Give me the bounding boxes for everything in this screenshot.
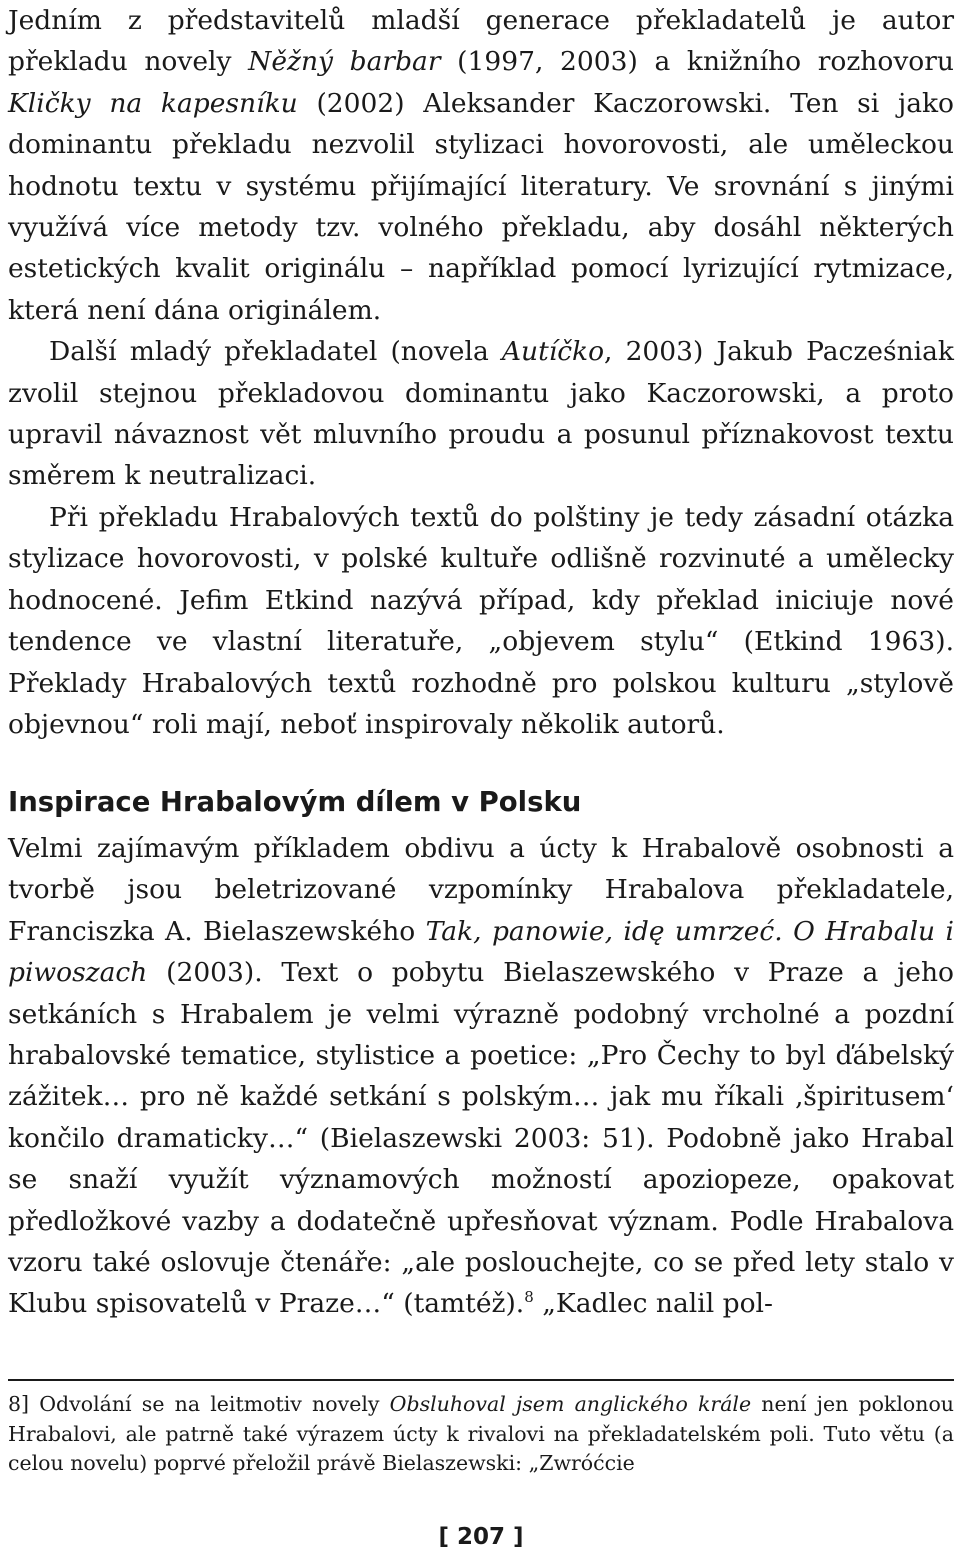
footnote-marker: 8] <box>8 1392 30 1416</box>
footnote-divider <box>8 1379 954 1381</box>
text-run: (2003). Text o pobytu Bielaszewského v Praze a jeho setkáních s Hrabalem je velmi výrazně podobný vrcholné a pozdní hrabalovské tematice, stylistice a poetice: „Pro Čechy to byl ďábelský zážitek… pro ně každé setkání s polským… jak mu říkali ‚špiritusem‘ končilo dramaticky…“ (Bielaszewski 2003: 51). Podobně jako Hrabal se snaží využít významových možností apoziopeze, opakovat předložkové vazby a dodatečně upřesňovat význam. Podle Hrabalova vzoru také oslovuje čtenáře: „ale poslouchejte, co se před lety stalo v Klubu spisovatelů v Praze…“ (tamtéž). <box>8 957 954 1320</box>
text-run: (2002) Aleksander Kaczorowski. Ten si jako dominantu překladu nezvolil stylizaci hovorovosti, ale uměleckou hodnotu textu v systému přijímající literatury. Ve srovnání s jinými využívá více metody tzv. volného překladu, aby dosáhl některých estetických kvalit originálu – například pomocí lyrizující rytmizace, která není dána originálem. <box>8 87 955 326</box>
section-inspirace <box>8 782 954 1325</box>
text-run: Odvolání se na leitmotiv novely <box>29 1392 390 1416</box>
body-text <box>8 0 954 745</box>
footnote <box>8 1390 954 1479</box>
text-run: Velmi zajímavým příkladem obdivu a úcty k Hrabalově osobnosti a tvorbě jsou beletrizované vzpomínky Hrabalova překladatele, Franciszka A. Bielaszewského <box>8 833 954 947</box>
text-run: „Kadlec nalil pol- <box>533 1288 773 1320</box>
section-paragraph <box>8 828 954 1325</box>
book-title: Něžný barbar <box>248 46 441 78</box>
footnote-reference[interactable]: 8 <box>524 1288 534 1307</box>
text-run: , 2003) Jakub Pacześniak zvolil stejnou překladovou dominantu jako Kaczorowski, a proto upravil návaznost vět mluvního proudu a posunul příznakovost textu směrem k neutralizaci. <box>8 336 954 492</box>
text-run: není jen poklonou Hrabalovi, ale patrně také výrazem úcty k rivalovi na překladatelském poli. Tuto větu (a celou novelu) poprvé přeložil právě Bielaszewski: „Zwróćcie <box>8 1392 954 1475</box>
paragraph-paczesniak <box>8 331 954 497</box>
text-run: Další mladý překladatel (novela <box>49 336 502 368</box>
text-run: Jedním z představitelů mladší generace překladatelů je autor překladu novely <box>8 5 954 78</box>
paragraph-stylizace <box>8 497 954 745</box>
section-heading: Inspirace Hrabalovým dílem v Polsku <box>8 786 582 818</box>
book-title: Tak, panowie, idę umrzeć. O Hrabalu i piwoszach <box>8 915 955 989</box>
document-page <box>8 0 954 1559</box>
book-title: Autíčko <box>501 336 605 368</box>
page-number: [ 207 ] <box>438 1524 524 1550</box>
paragraph-kaczorowski <box>8 0 954 331</box>
book-title: Kličky na kapesníku <box>8 87 298 119</box>
book-title: Obsluhoval jsem anglického krále <box>389 1392 752 1416</box>
text-run: (1997, 2003) a knižního rozhovoru <box>440 46 954 78</box>
text-run: Při překladu Hrabalových textů do polštiny je tedy zásadní otázka stylizace hovorovosti, v polské kultuře odlišně rozvinuté a umělecky hodnocené. Jefim Etkind nazývá případ, kdy překlad iniciuje nové tendence ve vlastní literatuře, „objevem stylu“ (Etkind 1963). Překlady Hrabalových textů rozhodně pro polskou kulturu „stylově objevnou“ roli mají, neboť inspirovaly několik autorů. <box>8 501 954 740</box>
